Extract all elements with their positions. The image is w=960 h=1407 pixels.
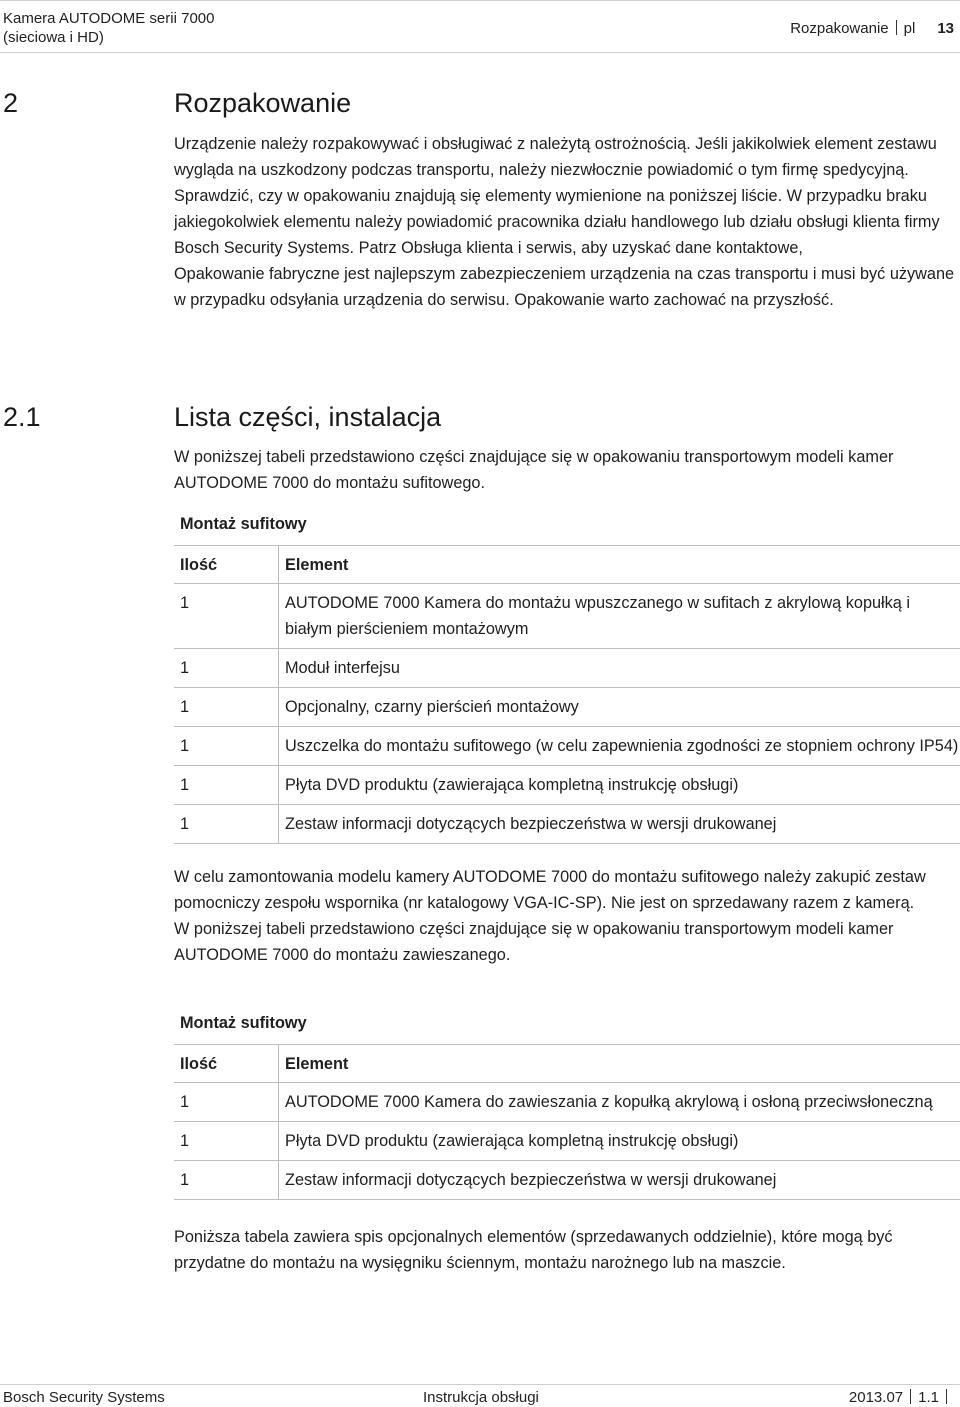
table-row: [174, 726, 960, 765]
row-item: AUTODOME 7000 Kamera do zawieszania z kopułką akrylową i osłoną przeciwsłoneczną: [279, 1082, 960, 1121]
table-row: [174, 1082, 960, 1121]
table-row: [174, 687, 960, 726]
footer-doc-type: Instrukcja obsługi: [423, 1388, 539, 1407]
header-chapter: Rozpakowanie: [790, 20, 888, 37]
top-rule: [0, 0, 960, 1]
table-caption: Montaż sufitowy: [174, 507, 960, 545]
footer-separator: [910, 1389, 911, 1404]
chapter-title: Rozpakowanie: [174, 88, 351, 119]
page-number: 13: [937, 20, 954, 37]
row-qty: 1: [174, 804, 279, 843]
row-item: Płyta DVD produktu (zawierająca kompletną instrukcję obsługi): [279, 765, 960, 804]
footer-rule: [0, 1384, 960, 1385]
table-row: [174, 648, 960, 687]
mid-text: [174, 864, 960, 968]
row-qty: 1: [174, 765, 279, 804]
section-title: Lista części, instalacja: [174, 402, 441, 433]
header-running-title: [790, 19, 954, 38]
column-header-qty: Ilość: [174, 545, 279, 583]
table-caption: Montaż sufitowy: [174, 1006, 960, 1044]
header-product-line1: Kamera AUTODOME serii 7000: [3, 9, 214, 28]
row-qty: 1: [174, 1082, 279, 1121]
column-header-qty: Ilość: [174, 1044, 279, 1082]
row-qty: 1: [174, 687, 279, 726]
table-row: [174, 804, 960, 843]
section-intro: W poniższej tabeli przedstawiono części znajdujące się w opakowaniu transportowym modeli kamer AUTODOME 7000 do montażu sufitowego.: [174, 444, 960, 496]
table-row: [174, 1121, 960, 1160]
row-item: Zestaw informacji dotyczących bezpieczeństwa w wersji drukowanej: [279, 804, 960, 843]
row-qty: 1: [174, 1121, 279, 1160]
chapter-number: 2: [3, 88, 18, 119]
footer-date: 2013.07: [849, 1389, 903, 1406]
footer-version-info: [849, 1388, 954, 1407]
header-rule: [0, 52, 960, 53]
chapter-paragraph-1: Urządzenie należy rozpakowywać i obsługiwać z należytą ostrożnością. Jeśli jakikolwiek element zestawu wygląda na uszkodzony podczas transportu, należy niezwłocznie powiadomić o tym firmę spedycyjną.: [174, 131, 960, 183]
mid-paragraph-1: W celu zamontowania modelu kamery AUTODOME 7000 do montażu sufitowego należy zakupić zestaw pomocniczy zespołu wspornika (nr katalogowy VGA-IC-SP). Nie jest on sprzedawany razem z kamerą.: [174, 864, 960, 916]
parts-table-ceiling: [174, 507, 960, 844]
row-item: Uszczelka do montażu sufitowego (w celu zapewnienia zgodności ze stopniem ochrony IP54): [279, 726, 960, 765]
closing-paragraph: Poniższa tabela zawiera spis opcjonalnych elementów (sprzedawanych oddzielnie), które mogą być przydatne do montażu na wysięgniku ściennym, montażu narożnego lub na maszcie.: [174, 1224, 960, 1276]
row-qty: 1: [174, 726, 279, 765]
row-qty: 1: [174, 1160, 279, 1199]
table-row: [174, 765, 960, 804]
chapter-body: [174, 131, 960, 313]
header-product: [3, 9, 214, 47]
header-product-line2: (sieciowa i HD): [3, 28, 214, 47]
header-lang: pl: [904, 20, 916, 37]
row-qty: 1: [174, 648, 279, 687]
header-separator: [896, 20, 897, 35]
row-item: Płyta DVD produktu (zawierająca kompletną instrukcję obsługi): [279, 1121, 960, 1160]
chapter-paragraph-3: Opakowanie fabryczne jest najlepszym zabezpieczeniem urządzenia na czas transportu i musi być używane w przypadku odsyłania urządzenia do serwisu. Opakowanie warto zachować na przyszłość.: [174, 261, 960, 313]
parts-table-pendant: [174, 1006, 960, 1200]
row-qty: 1: [174, 583, 279, 648]
column-header-item: Element: [279, 545, 960, 583]
section-number: 2.1: [3, 402, 41, 433]
footer-company: Bosch Security Systems: [3, 1388, 165, 1407]
chapter-paragraph-2: Sprawdzić, czy w opakowaniu znajdują się elementy wymienione na poniższej liście. W przypadku braku jakiegokolwiek elementu należy powiadomić pracownika działu handlowego lub działu obsługi klienta firmy Bosch Security Systems. Patrz Obsługa klienta i serwis, aby uzyskać dane kontaktowe,: [174, 183, 960, 261]
table-row: [174, 1160, 960, 1199]
row-item: Moduł interfejsu: [279, 648, 960, 687]
footer-version: 1.1: [918, 1389, 939, 1406]
table-row: [174, 583, 960, 648]
row-item: AUTODOME 7000 Kamera do montażu wpuszczanego w sufitach z akrylową kopułką i białym pierścieniem montażowym: [279, 583, 960, 648]
row-item: Zestaw informacji dotyczących bezpieczeństwa w wersji drukowanej: [279, 1160, 960, 1199]
mid-paragraph-2: W poniższej tabeli przedstawiono części znajdujące się w opakowaniu transportowym modeli kamer AUTODOME 7000 do montażu zawieszanego.: [174, 916, 960, 968]
row-item: Opcjonalny, czarny pierścień montażowy: [279, 687, 960, 726]
footer-separator: [946, 1389, 947, 1404]
column-header-item: Element: [279, 1044, 960, 1082]
